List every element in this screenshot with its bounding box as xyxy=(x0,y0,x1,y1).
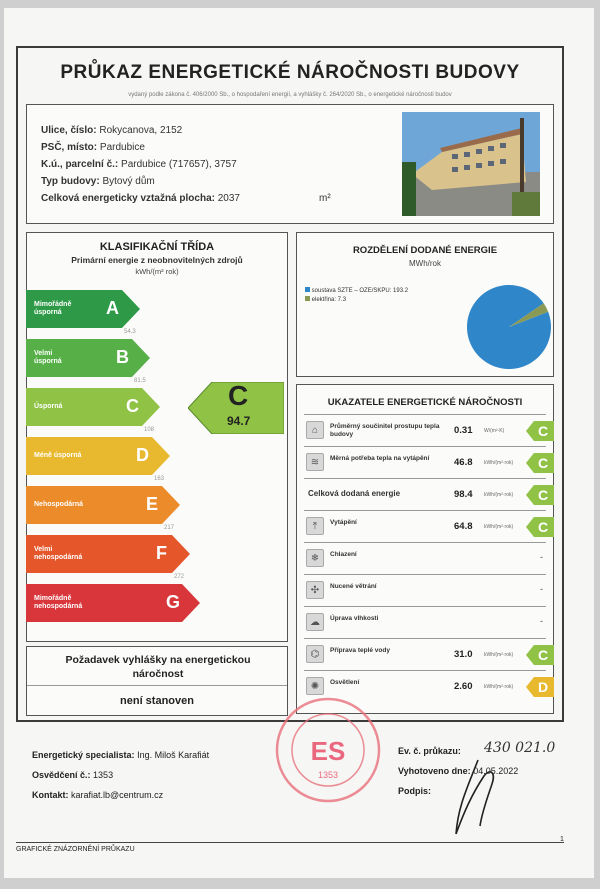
indicator-row-divider xyxy=(304,638,546,639)
indicator-icon: ⌂ xyxy=(306,421,324,439)
indicator-icon: ⌬ xyxy=(306,645,324,663)
class-limit: 163 xyxy=(154,476,165,482)
distribution-unit: MWh/rok xyxy=(409,259,441,268)
class-label: Velmi úsporná xyxy=(34,350,62,365)
evid-number: 430 021.0 xyxy=(484,740,556,756)
indicator-label: Měrná potřeba tepla na vytápění xyxy=(330,455,430,462)
class-label: Nehospodárná xyxy=(34,501,84,508)
certificate-title: PRŮKAZ ENERGETICKÉ NÁROČNOSTI BUDOVY xyxy=(60,62,520,83)
class-letter: B xyxy=(116,347,129,367)
footer-caption: GRAFICKÉ ZNÁZORNĚNÍ PRŮKAZU xyxy=(16,846,135,853)
indicator-row-divider xyxy=(304,478,546,479)
svg-text:C: C xyxy=(537,423,549,439)
indicator-icon: ⤒ xyxy=(306,517,324,535)
evid-row: Ev. č. průkazu: xyxy=(398,746,461,756)
indicator-class-badge xyxy=(526,453,554,473)
svg-text:C: C xyxy=(537,455,549,471)
indicator-empty-dash: - xyxy=(540,616,543,626)
indicator-row-divider xyxy=(304,510,546,511)
indicator-icon: ☁ xyxy=(306,613,324,631)
svg-text:1353: 1353 xyxy=(317,770,339,780)
indicator-value: 46.8 xyxy=(454,457,473,468)
result-class-value: 94.7 xyxy=(227,414,251,428)
indicator-value: 98.4 xyxy=(454,489,473,500)
class-letter: D xyxy=(136,445,149,465)
indicator-label: Příprava teplé vody xyxy=(330,647,390,654)
indicator-row-divider xyxy=(304,606,546,607)
distribution-pie xyxy=(466,284,552,370)
indicator-unit: kWh/(m²·rok) xyxy=(484,460,514,466)
indicator-value: 0.31 xyxy=(454,425,473,436)
indicator-label: Úprava vlhkosti xyxy=(330,615,379,622)
requirement-title: Požadavek vyhlášky na energetickou náročnost xyxy=(65,654,251,680)
indicator-class-badge xyxy=(526,485,554,505)
svg-text:C: C xyxy=(537,519,549,535)
class-label: Mimořádně úsporná xyxy=(34,301,72,316)
requirement-box xyxy=(26,646,288,716)
classification-title: KLASIFIKAČNÍ TŘÍDA xyxy=(99,241,215,253)
legend-item: elektřina: 7.3 xyxy=(305,296,346,303)
indicator-row-divider xyxy=(304,446,546,447)
indicator-empty-dash: - xyxy=(540,552,543,562)
class-letter: E xyxy=(146,494,159,514)
indicator-label: Osvětlení xyxy=(330,679,360,686)
indicator-label: Nucené větrání xyxy=(330,583,377,590)
result-class-letter: C xyxy=(228,380,249,411)
parcel-row: K.ú., parcelní č.: Pardubice (717657), 3757 xyxy=(41,159,237,170)
issued-row: Vyhotoveno dne: 04.05.2022 xyxy=(398,766,519,776)
contact-row: Kontakt: karafiat.lb@centrum.cz xyxy=(32,790,164,800)
svg-text:C: C xyxy=(537,487,549,503)
certificate-subtitle: vydaný podle zákona č. 406/2000 Sb., o hospodaření energií, a vyhlášky č. 264/2020 Sb., o energetické náročnosti budov xyxy=(128,92,452,98)
requirement-value: není stanoven xyxy=(120,695,194,707)
street-row: Ulice, číslo: Rokycanova, 2152 xyxy=(41,125,183,136)
indicator-row-divider xyxy=(304,414,546,415)
indicators-title: UKAZATELE ENERGETICKÉ NÁROČNOSTI xyxy=(327,397,523,408)
indicator-empty-dash: - xyxy=(540,584,543,594)
class-label: Mimořádně nehospodárná xyxy=(34,595,83,610)
handwritten-signature xyxy=(438,756,508,840)
indicator-icon: ✺ xyxy=(306,677,324,695)
indicator-class-badge xyxy=(526,421,554,441)
indicator-icon: ❄ xyxy=(306,549,324,567)
indicator-label: Vytápění xyxy=(330,519,357,526)
distribution-title: ROZDĚLENÍ DODANÉ ENERGIE xyxy=(352,245,498,256)
indicator-row-divider xyxy=(304,574,546,575)
svg-text:ES: ES xyxy=(310,736,346,766)
classification-subtitle: Primární energie z neobnovitelných zdrojů xyxy=(71,255,243,265)
classification-unit: kWh/(m² rok) xyxy=(135,267,179,276)
page-number: 1 xyxy=(560,836,564,843)
indicator-label: Chlazení xyxy=(330,551,357,558)
indicator-row-divider xyxy=(304,542,546,543)
indicator-value: 31.0 xyxy=(454,649,473,660)
indicator-value: 2.60 xyxy=(454,681,473,692)
specialist-stamp xyxy=(274,696,382,804)
specialist-row: Energetický specialista: Ing. Miloš Karafiát xyxy=(32,750,210,760)
area-unit: m² xyxy=(319,193,331,204)
area-row: Celková energeticky vztažná plocha: 2037 xyxy=(41,193,240,204)
indicator-unit: kWh/(m²·rok) xyxy=(484,652,514,658)
class-limit: 81.5 xyxy=(134,378,146,384)
class-limit: 108 xyxy=(144,427,155,433)
svg-text:D: D xyxy=(537,679,549,695)
indicator-row-divider xyxy=(304,670,546,671)
class-label: Úsporná xyxy=(34,403,63,410)
class-letter: G xyxy=(166,592,181,612)
indicator-unit: kWh/(m²·rok) xyxy=(484,492,514,498)
indicator-unit: kWh/(m²·rok) xyxy=(484,524,514,530)
indicator-unit: kWh/(m²·rok) xyxy=(484,684,514,690)
indicator-label: Celková dodaná energie xyxy=(308,489,401,498)
indicator-icon: ≋ xyxy=(306,453,324,471)
class-letter: A xyxy=(106,298,119,318)
indicator-class-badge xyxy=(526,677,554,697)
class-letter: C xyxy=(126,396,139,416)
cert-row: Osvědčení č.: 1353 xyxy=(32,770,114,780)
indicator-class-badge xyxy=(526,517,554,537)
class-label: Velmi nehospodárná xyxy=(34,546,83,561)
class-limit: 272 xyxy=(174,574,185,580)
class-limit: 54.3 xyxy=(124,329,136,335)
building-photo xyxy=(402,112,540,216)
class-letter: F xyxy=(156,543,167,563)
type-row: Typ budovy: Bytový dům xyxy=(41,176,155,187)
class-label: Méně úsporná xyxy=(34,452,82,459)
svg-text:C: C xyxy=(537,647,549,663)
indicator-label: Průměrný součinitel prostupu tepla budovy xyxy=(330,423,440,438)
indicator-value: 64.8 xyxy=(454,521,473,532)
indicator-icon: ✣ xyxy=(306,581,324,599)
class-limit: 217 xyxy=(164,525,175,531)
indicator-unit: W/(m²·K) xyxy=(484,428,505,434)
legend-item: soustava SZTE – OZE/SKPU: 193.2 xyxy=(305,287,408,294)
city-row: PSČ, místo: Pardubice xyxy=(41,142,145,153)
indicator-class-badge xyxy=(526,645,554,665)
sign-label: Podpis: xyxy=(398,786,431,796)
